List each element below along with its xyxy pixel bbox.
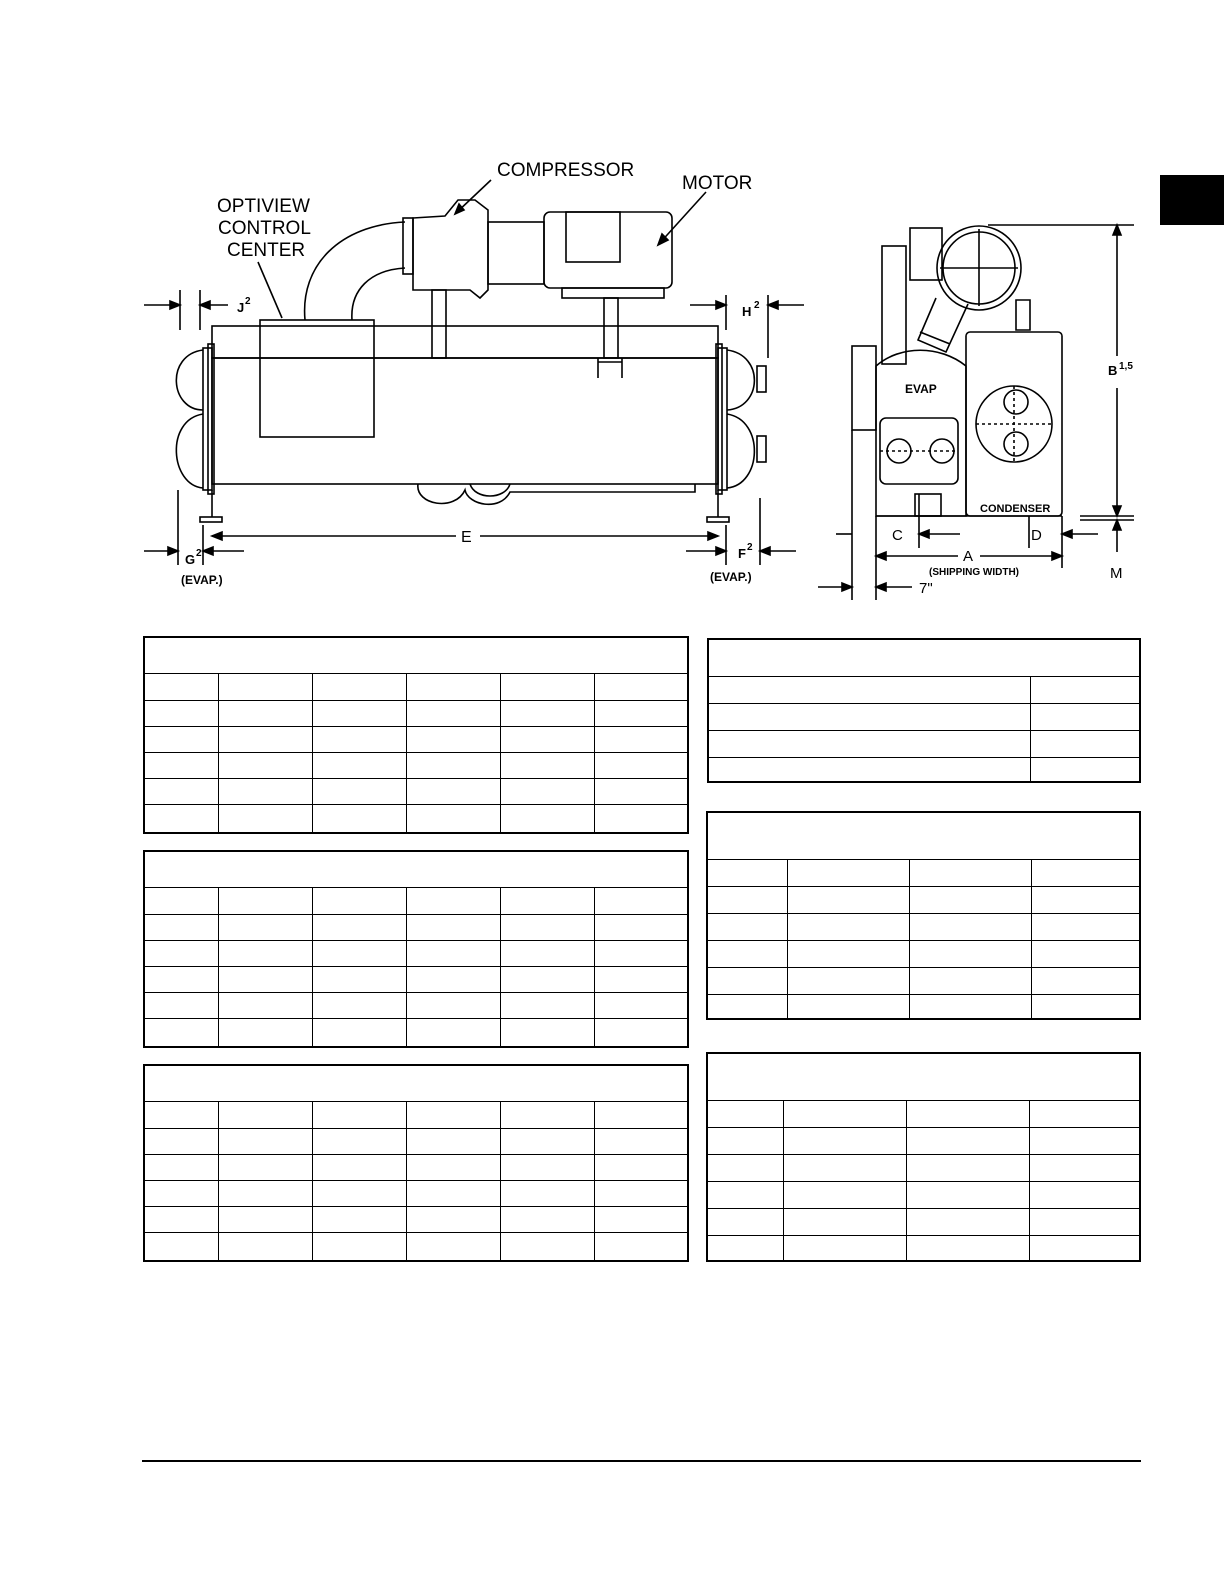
dim-j-sup: 2 [245, 296, 251, 307]
dim-f-label: F [738, 546, 746, 561]
table-title-cell [707, 812, 1140, 859]
dim-c-label: C [892, 527, 903, 544]
left-water-box-upper [176, 350, 203, 410]
evap-right-label: (EVAP.) [710, 570, 752, 584]
dim-d-label: D [1031, 527, 1042, 544]
footer-rule [142, 1460, 1141, 1462]
left-water-box-lower [176, 414, 203, 488]
compressor-label: COMPRESSOR [497, 160, 635, 181]
evap-label: EVAP [905, 382, 937, 396]
main-shell [212, 358, 718, 484]
dim-a-label: A [963, 548, 974, 565]
optiview-label-line3: CENTER [227, 240, 306, 261]
dim-g-label: G [185, 552, 196, 567]
left-table-3 [143, 1064, 689, 1262]
compressor-body [413, 200, 488, 298]
dim-b-sup: 1,5 [1119, 361, 1133, 372]
suction-elbow-inner [352, 268, 405, 320]
left-table-2 [143, 850, 689, 1048]
right-water-box-lower [727, 414, 754, 488]
motor-body [544, 212, 672, 288]
right-water-box-upper [727, 350, 754, 410]
table-title-cell [144, 637, 688, 673]
table-title-cell [144, 851, 688, 887]
left-table-1 [143, 636, 689, 834]
dim-f-sup: 2 [747, 542, 753, 553]
table-title-cell [144, 1065, 688, 1101]
optiview-control-center [260, 320, 374, 437]
right-table-3 [706, 1052, 1141, 1262]
dim-g-sup: 2 [196, 548, 202, 559]
right-table-1 [707, 638, 1141, 783]
suction-elbow-outer [305, 222, 405, 320]
dim-m-label: M [1110, 565, 1123, 582]
right-foot [707, 517, 729, 522]
upper-pipe [212, 326, 718, 358]
right-table-2 [706, 811, 1141, 1020]
dim-7in-label: 7" [919, 580, 933, 597]
dim-b-label: B [1108, 363, 1118, 378]
optiview-label-line1: OPTIVIEW [217, 196, 310, 217]
end-panel [852, 346, 876, 430]
dim-e-label: E [461, 529, 472, 546]
table-title-cell [708, 639, 1140, 676]
table-title-cell [707, 1053, 1140, 1100]
dim-h-label: H [742, 304, 752, 319]
condenser-label: CONDENSER [980, 503, 1051, 515]
dim-h-sup: 2 [754, 300, 760, 311]
dim-j-label: J [237, 300, 245, 315]
optiview-leader [258, 262, 282, 318]
motor-label: MOTOR [682, 173, 753, 194]
evap-left-label: (EVAP.) [181, 573, 223, 587]
end-evaporator [876, 350, 966, 516]
left-foot [200, 517, 222, 522]
optiview-label-line2: CONTROL [218, 218, 311, 239]
shipping-width-label: (SHIPPING WIDTH) [929, 567, 1019, 578]
